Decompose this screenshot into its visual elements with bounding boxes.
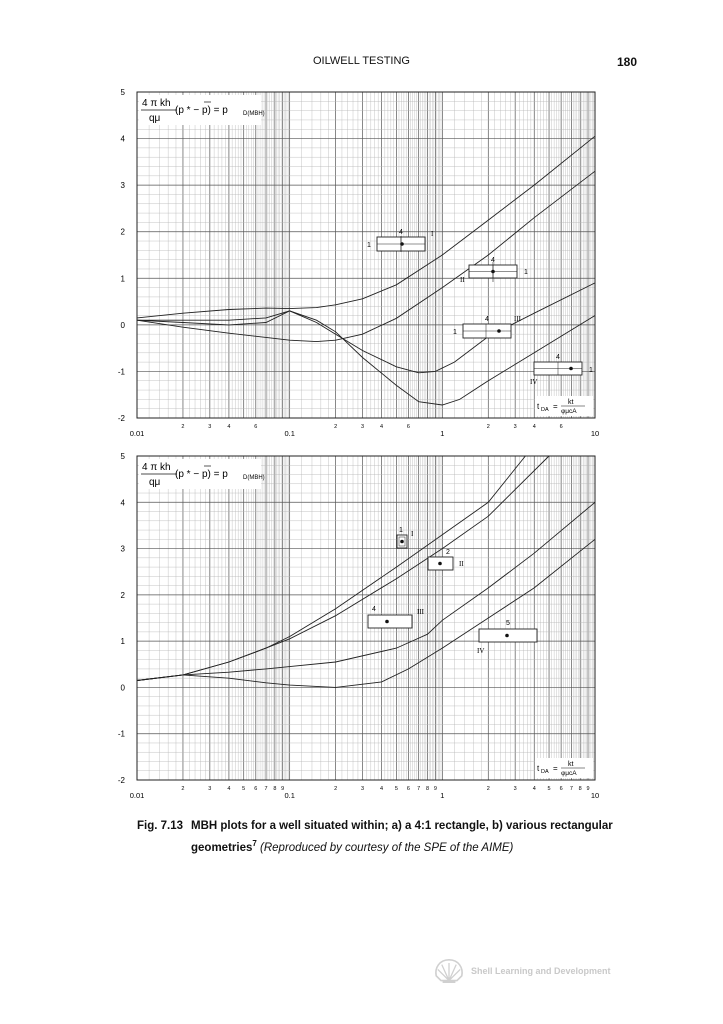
caption-superscript: 7 <box>252 839 257 848</box>
ca-xformula-den: φμcA <box>561 408 577 415</box>
cb-x-minor-tick-label: 3 <box>360 786 365 792</box>
ca-series-line-II <box>137 171 595 341</box>
ca-x-minor-tick-label: 2 <box>334 424 338 430</box>
cb-xformula-sub: DA <box>541 769 549 775</box>
ca-x-minor-tick-label: 6 <box>559 424 563 430</box>
cb-series-line-I <box>137 456 525 681</box>
cb-x-minor-tick-label: 5 <box>547 786 551 792</box>
cb-y-tick-label: 3 <box>120 544 125 554</box>
cb-x-minor-tick-label: 6 <box>559 786 563 792</box>
ca-y-tick-label: 2 <box>120 227 125 237</box>
cb-formula-rhs: (p * − p) = p <box>175 469 228 480</box>
ca-y-tick-label: 3 <box>120 181 125 191</box>
figure-caption-body <box>191 817 651 857</box>
ca-formula-denominator: qμ <box>149 113 161 124</box>
cb-inset-1-well-dot <box>400 540 404 544</box>
cb-y-tick-label: 1 <box>120 637 125 647</box>
page-header-title: OILWELL TESTING <box>313 55 410 67</box>
cb-x-minor-tick-label: 8 <box>578 786 582 792</box>
ca-inset-4-roman: IV <box>530 378 538 386</box>
figure-label: Fig. 7.13 <box>137 820 184 832</box>
ca-inset-3-label-4: 4 <box>485 316 489 323</box>
cb-x-minor-tick-label: 7 <box>264 786 268 792</box>
ca-inset-2-label-1: 1 <box>524 269 528 276</box>
cb-x-minor-tick-label: 5 <box>242 786 246 792</box>
ca-x-major-tick-label: 0.01 <box>129 429 145 438</box>
cb-x-minor-tick-label: 4 <box>227 786 231 792</box>
cb-x-minor-tick-label: 2 <box>181 786 185 792</box>
cb-series-line-III <box>137 502 595 680</box>
cb-x-minor-tick-label: 8 <box>426 786 430 792</box>
cb-xformula-num: kt <box>568 761 574 768</box>
cb-plot-frame <box>137 456 595 780</box>
cb-series-line-II <box>137 456 549 681</box>
ca-inset-4-well-dot <box>569 367 573 371</box>
ca-y-tick-label: 1 <box>120 274 125 284</box>
ca-inset-4-label-4: 4 <box>556 354 560 361</box>
cb-x-major-tick-label: 0.01 <box>129 791 145 800</box>
ca-x-minor-tick-label: 3 <box>360 424 365 430</box>
cb-x-minor-tick-label: 3 <box>208 786 212 792</box>
cb-x-minor-tick-label: 2 <box>334 786 338 792</box>
cb-x-minor-tick-label: 4 <box>380 786 384 792</box>
cb-x-minor-tick-label: 8 <box>273 786 277 792</box>
cb-x-minor-tick-label: 7 <box>569 786 573 792</box>
cb-inset-4-well-dot <box>505 634 509 638</box>
ca-formula-rhs: (p * − p) = p <box>175 105 228 116</box>
caption-text: MBH plots for a well situated within; a) a 4:1 rectangle, b) various rectangular geometries <box>191 820 613 854</box>
ca-series-line-I <box>137 136 595 318</box>
cb-x-major-tick-label: 0.1 <box>284 791 295 800</box>
caption-credit: (Reproduced by courtesy of the SPE of the AIME) <box>260 841 514 854</box>
ca-inset-1-label-1: 1 <box>367 242 371 249</box>
cb-inset-3-rect <box>368 615 412 628</box>
cb-x-minor-tick-label: 9 <box>281 786 285 792</box>
cb-xformula-lhs: t <box>537 764 540 773</box>
ca-x-major-tick-label: 0.1 <box>284 429 295 438</box>
cb-x-major-tick-label: 1 <box>440 791 445 800</box>
cb-inset-4-label: 5 <box>506 620 510 627</box>
cb-formula-numerator: 4 π kh <box>142 462 171 473</box>
cb-x-minor-tick-label: 6 <box>254 786 258 792</box>
cb-x-minor-tick-label: 9 <box>586 786 590 792</box>
ca-x-minor-tick-label: 6 <box>406 424 410 430</box>
cb-x-minor-tick-label: 3 <box>513 786 517 792</box>
ca-inset-2-label-4: 4 <box>491 257 495 264</box>
page-number: 180 <box>617 55 638 69</box>
ca-inset-3-well-dot <box>497 329 501 333</box>
ca-inset-1-roman: I <box>431 230 434 238</box>
cb-y-tick-label: 5 <box>120 452 125 461</box>
cb-inset-2-roman: II <box>459 560 464 568</box>
ca-inset-1-label-4: 4 <box>399 229 403 236</box>
ca-x-minor-tick-label: 2 <box>486 424 490 430</box>
ca-x-major-tick-label: 10 <box>590 429 600 438</box>
cb-xformula-den: φμcA <box>561 770 577 777</box>
ca-xformula-lhs: t <box>537 402 540 411</box>
ca-x-major-tick-label: 1 <box>440 429 445 438</box>
cb-formula-denominator: qμ <box>149 477 161 488</box>
ca-x-minor-tick-label: 6 <box>254 424 258 430</box>
cb-y-tick-label: 4 <box>120 498 125 508</box>
cb-inset-2-label: 2 <box>446 549 450 556</box>
ca-xformula-num: kt <box>568 399 574 406</box>
cb-inset-4-roman: IV <box>477 647 485 655</box>
cb-y-tick-label: -1 <box>117 729 125 739</box>
ca-y-tick-label: 0 <box>120 320 125 330</box>
cb-inset-2-well-dot <box>438 562 442 566</box>
cb-inset-3-label: 4 <box>372 606 376 613</box>
ca-x-minor-tick-label: 4 <box>380 424 384 430</box>
ca-y-tick-label: -2 <box>117 414 125 423</box>
cb-xformula-eq: = <box>553 764 558 773</box>
cb-inset-3-roman: III <box>417 608 424 616</box>
cb-y-tick-label: 0 <box>120 683 125 693</box>
cb-y-tick-label: 2 <box>120 590 125 600</box>
ca-inset-3-label-1: 1 <box>453 329 457 336</box>
ca-inset-3-roman: III <box>514 315 521 323</box>
cb-y-tick-label: -2 <box>117 776 125 785</box>
cb-x-major-tick-label: 10 <box>590 791 600 800</box>
ca-x-minor-tick-label: 2 <box>181 424 185 430</box>
ca-x-minor-tick-label: 4 <box>227 424 231 430</box>
ca-x-minor-tick-label: 3 <box>513 424 517 430</box>
ca-x-minor-tick-label: 4 <box>532 424 536 430</box>
cb-x-minor-tick-label: 5 <box>394 786 398 792</box>
cb-inset-3-well-dot <box>385 620 389 624</box>
cb-inset-1-label: 1 <box>399 527 403 534</box>
ca-formula-subscript: D(MBH) <box>243 111 265 117</box>
ca-y-tick-label: 4 <box>120 134 125 144</box>
footer-brand <box>433 958 611 984</box>
ca-xformula-eq: = <box>553 402 558 411</box>
ca-inset-2-roman: II <box>460 276 465 284</box>
cb-x-minor-tick-label: 6 <box>406 786 410 792</box>
ca-plot-frame <box>137 92 595 418</box>
shell-logo-icon <box>433 958 465 984</box>
ca-series-line-III <box>137 283 595 373</box>
cb-x-minor-tick-label: 9 <box>433 786 437 792</box>
cb-x-minor-tick-label: 4 <box>532 786 536 792</box>
ca-x-minor-tick-label: 3 <box>208 424 212 430</box>
cb-x-minor-tick-label: 7 <box>417 786 421 792</box>
ca-formula-numerator: 4 π kh <box>142 98 171 109</box>
cb-x-minor-tick-label: 2 <box>486 786 490 792</box>
ca-inset-4-label-1: 1 <box>589 367 593 374</box>
cb-inset-1-roman: I <box>411 530 414 538</box>
ca-xformula-sub: DA <box>541 407 549 413</box>
footer-brand-text: Shell Learning and Development <box>471 966 611 976</box>
ca-y-tick-label: 5 <box>120 88 125 97</box>
cb-formula-subscript: D(MBH) <box>243 475 265 481</box>
ca-y-tick-label: -1 <box>117 367 125 377</box>
